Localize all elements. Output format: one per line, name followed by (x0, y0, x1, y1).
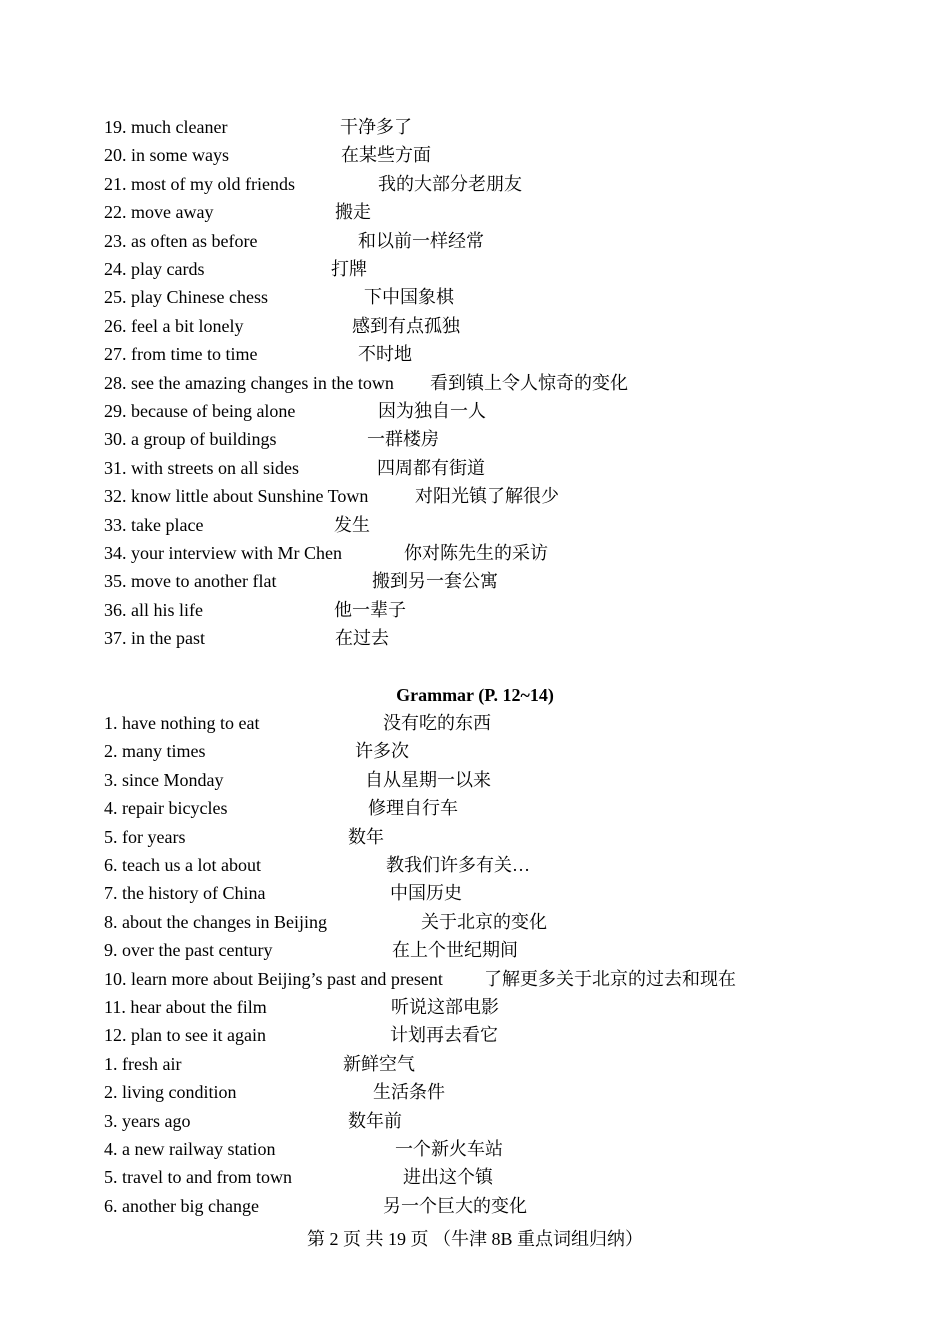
english-phrase: 7. the history of China (104, 883, 266, 904)
phrase-row (104, 172, 864, 196)
chinese-translation: 生活条件 (373, 1082, 445, 1103)
english-phrase: 35. move to another flat (104, 571, 277, 592)
phrase-row (104, 938, 864, 962)
chinese-translation: 中国历史 (390, 883, 462, 904)
english-phrase: 6. teach us a lot about (104, 855, 261, 875)
english-phrase: 34. your interview with Mr Chen (104, 543, 342, 563)
chinese-translation: 对阳光镇了解很少 (415, 486, 559, 507)
chinese-translation: 听说这部电影 (391, 997, 499, 1017)
phrase-row (104, 456, 864, 480)
phrase-row (104, 143, 864, 167)
chinese-translation: 数年前 (348, 1110, 402, 1131)
chinese-translation: 没有吃的东西 (383, 713, 491, 733)
phrase-row (104, 853, 864, 877)
chinese-translation: 进出这个镇 (403, 1167, 493, 1188)
chinese-translation: 我的大部分老朋友 (378, 173, 522, 194)
english-phrase: 1. fresh air (104, 1053, 182, 1074)
phrase-row (104, 115, 864, 139)
english-phrase: 33. take place (104, 514, 204, 535)
phrase-row (104, 825, 864, 849)
chinese-translation: 看到镇上令人惊奇的变化 (430, 372, 628, 393)
english-phrase: 9. over the past century (104, 940, 273, 961)
chinese-translation: 搬到另一套公寓 (372, 571, 498, 592)
english-phrase: 37. in the past (104, 628, 205, 649)
phrase-row (104, 371, 864, 395)
english-phrase: 32. know little about Sunshine Town (104, 486, 369, 507)
chinese-translation: 干净多了 (340, 117, 412, 137)
phrase-row (104, 541, 864, 565)
english-phrase: 20. in some ways (104, 145, 229, 166)
chinese-translation: 新鲜空气 (343, 1053, 415, 1074)
phrase-row (104, 1052, 864, 1076)
chinese-translation: 你对陈先生的采访 (404, 543, 548, 563)
phrase-row (104, 569, 864, 593)
english-phrase: 5. travel to and from town (104, 1167, 292, 1188)
phrase-row (104, 285, 864, 309)
phrase-row (104, 1137, 864, 1161)
english-phrase: 29. because of being alone (104, 401, 296, 421)
chinese-translation: 关于北京的变化 (421, 911, 547, 932)
chinese-translation: 数年 (348, 826, 384, 847)
chinese-translation: 教我们许多有关… (386, 855, 530, 875)
phrase-row (104, 257, 864, 281)
phrase-row (104, 314, 864, 338)
english-phrase: 22. move away (104, 202, 214, 223)
phrase-row (104, 626, 864, 650)
english-phrase: 31. with streets on all sides (104, 457, 299, 478)
english-phrase: 11. hear about the film (104, 997, 267, 1017)
phrase-row (104, 598, 864, 622)
phrase-row (104, 768, 864, 792)
phrase-row (104, 739, 864, 763)
english-phrase: 2. living condition (104, 1082, 237, 1103)
phrase-row (104, 1109, 864, 1133)
chinese-translation: 下中国象棋 (364, 287, 454, 308)
phrase-row (104, 910, 864, 934)
phrase-row (104, 427, 864, 451)
chinese-translation: 四周都有街道 (377, 457, 485, 478)
english-phrase: 30. a group of buildings (104, 429, 277, 450)
phrase-row (104, 1080, 864, 1104)
phrase-row (104, 484, 864, 508)
phrase-row (104, 796, 864, 820)
chinese-translation: 发生 (334, 514, 370, 535)
chinese-translation: 不时地 (358, 344, 412, 365)
chinese-translation: 搬走 (335, 202, 371, 223)
english-phrase: 2. many times (104, 741, 206, 762)
english-phrase: 4. repair bicycles (104, 798, 228, 819)
chinese-translation: 自从星期一以来 (365, 769, 491, 790)
phrase-row (104, 881, 864, 905)
english-phrase: 4. a new railway station (104, 1139, 276, 1159)
phrase-row (104, 200, 864, 224)
english-phrase: 24. play cards (104, 259, 205, 279)
chinese-translation: 因为独自一人 (378, 401, 486, 421)
english-phrase: 25. play Chinese chess (104, 287, 268, 308)
chinese-translation: 许多次 (355, 741, 409, 762)
chinese-translation: 打牌 (331, 259, 367, 279)
english-phrase: 12. plan to see it again (104, 1025, 266, 1046)
english-phrase: 3. years ago (104, 1110, 191, 1131)
phrase-row (104, 1165, 864, 1189)
phrase-row (104, 342, 864, 366)
english-phrase: 19. much cleaner (104, 117, 228, 137)
english-phrase: 28. see the amazing changes in the town (104, 372, 394, 393)
chinese-translation: 另一个巨大的变化 (383, 1195, 527, 1216)
chinese-translation: 在某些方面 (341, 145, 431, 166)
english-phrase: 23. as often as before (104, 230, 258, 251)
phrase-row (104, 995, 864, 1019)
chinese-translation: 一群楼房 (367, 429, 439, 450)
english-phrase: 27. from time to time (104, 344, 258, 365)
english-phrase: 26. feel a bit lonely (104, 315, 244, 336)
phrase-row (104, 967, 864, 991)
chinese-translation: 感到有点孤独 (352, 315, 460, 336)
phrase-row (104, 1023, 864, 1047)
phrase-row (104, 229, 864, 253)
phrase-row (104, 711, 864, 735)
chinese-translation: 在上个世纪期间 (392, 940, 518, 961)
chinese-translation: 一个新火车站 (395, 1139, 503, 1159)
english-phrase: 3. since Monday (104, 769, 224, 790)
english-phrase: 1. have nothing to eat (104, 713, 260, 733)
english-phrase: 6. another big change (104, 1195, 259, 1216)
phrase-row (104, 1194, 864, 1218)
page-footer: 第 2 页 共 19 页 （牛津 8B 重点词组归纳） (306, 1229, 643, 1249)
english-phrase: 21. most of my old friends (104, 173, 295, 194)
phrase-row (104, 513, 864, 537)
grammar-heading: Grammar (P. 12~14) (396, 685, 554, 705)
english-phrase: 5. for years (104, 826, 186, 847)
english-phrase: 36. all his life (104, 599, 203, 620)
chinese-translation: 他一辈子 (334, 599, 406, 620)
english-phrase: 10. learn more about Beijing’s past and present (104, 968, 443, 989)
english-phrase: 8. about the changes in Beijing (104, 911, 327, 932)
chinese-translation: 修理自行车 (368, 798, 458, 819)
phrase-row (104, 399, 864, 423)
chinese-translation: 了解更多关于北京的过去和现在 (484, 968, 736, 989)
chinese-translation: 和以前一样经常 (358, 230, 484, 251)
chinese-translation: 在过去 (335, 628, 389, 649)
chinese-translation: 计划再去看它 (390, 1025, 498, 1046)
